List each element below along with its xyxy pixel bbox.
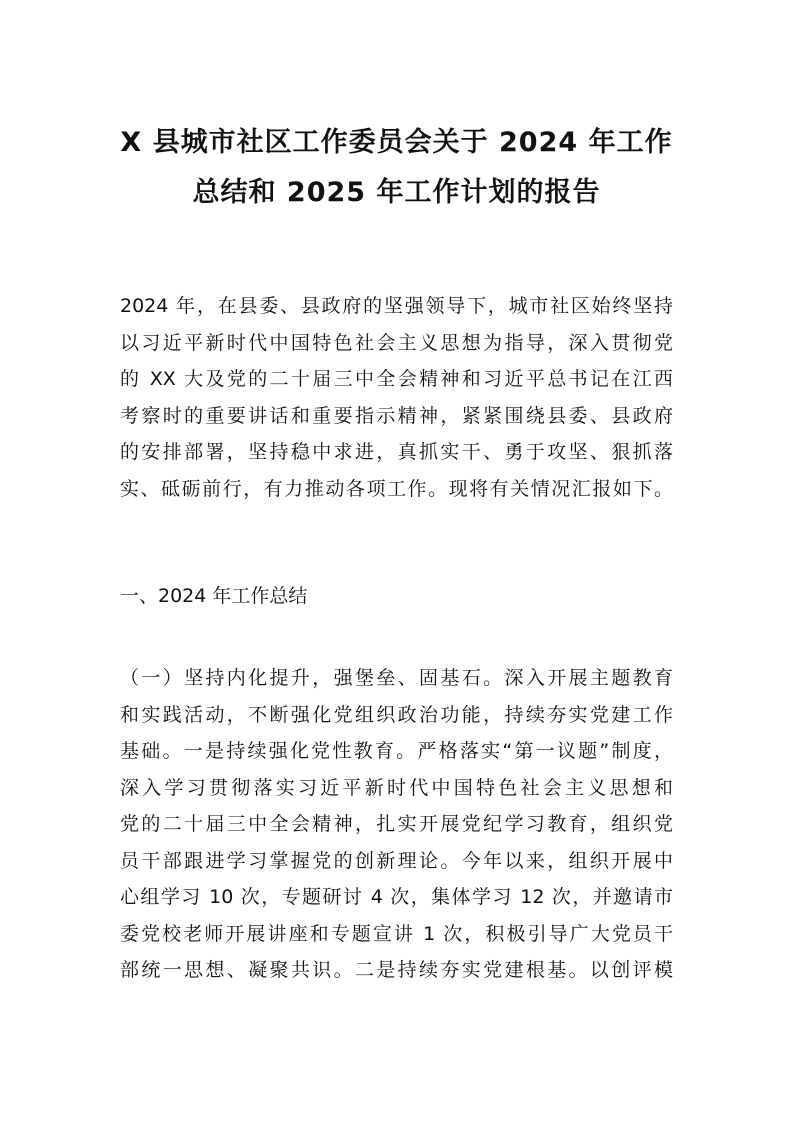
- paragraph-line: （一）坚持内化提升，强堡垒、固基石。深入开展主题教育: [120, 667, 673, 689]
- paragraph-line: 员干部跟进学习掌握党的创新理论。今年以来，组织开展中: [120, 849, 673, 872]
- intro-line: 的安排部署，坚持稳中求进，真抓实干、勇于攻坚、狠抓落: [120, 441, 673, 463]
- section-heading: [120, 578, 673, 615]
- paragraph-line: 和实践活动，不断强化党组织政治功能，持续夯实党建工作: [120, 703, 673, 726]
- section-heading-text: 一、2024 年工作总结: [120, 585, 308, 607]
- paragraph-line: 心组学习 10 次，专题研讨 4 次，集体学习 12 次，并邀请市: [120, 886, 673, 908]
- intro-line: 实、砥砺前行，有力推动各项工作。现将有关情况汇报如下。: [120, 477, 673, 500]
- intro-line: 2024 年，在县委、县政府的坚强领导下，城市社区始终坚持: [120, 295, 673, 317]
- paragraph-line: 党的二十届三中全会精神，扎实开展党纪学习教育，组织党: [120, 813, 673, 835]
- document-title: [80, 118, 713, 218]
- intro-line: 以习近平新时代中国特色社会主义思想为指导，深入贯彻党: [120, 331, 673, 354]
- intro-line: 考察时的重要讲话和重要指示精神，紧紧围绕县委、县政府: [120, 404, 673, 427]
- paragraph-line: 委党校老师开展讲座和专题宣讲 1 次，积极引导广大党员干: [120, 922, 673, 945]
- title-line-2: 总结和 2025 年工作计划的报告: [192, 177, 601, 208]
- body-paragraph: [120, 660, 673, 989]
- paragraph-line: 深入学习贯彻落实习近平新时代中国特色社会主义思想和: [120, 776, 673, 799]
- paragraph-line: 部统一思想、凝聚共识。二是持续夯实党建根基。以创评模: [120, 959, 673, 981]
- intro-paragraph: [120, 288, 673, 507]
- intro-line: 的 XX 大及党的二十届三中全会精神和习近平总书记在江西: [120, 368, 673, 390]
- paragraph-line: 基础。一是持续强化党性教育。严格落实“第一议题”制度，: [120, 740, 673, 762]
- title-line-1: X 县城市社区工作委员会关于 2024 年工作: [120, 127, 673, 158]
